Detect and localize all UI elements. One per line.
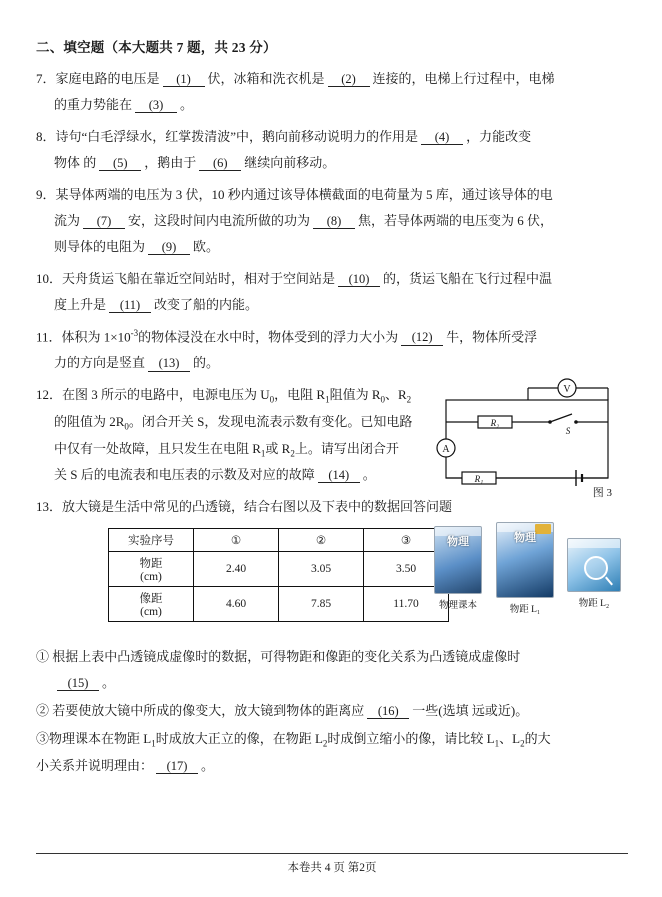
q9-text-e: 则导体的电阻为 [54,239,146,254]
q12-sub-0: 0 [269,394,275,405]
q10-blank-11: (11) [109,298,151,313]
question-10 [36,266,628,318]
q11-blank-13: (13) [148,356,190,371]
row-1-value-2: 11.70 [364,587,449,622]
q11-text-b: 的物体浸没在水中时，物体受到的浮力大小为 [138,329,399,345]
q12-sub-6: 2 [290,448,295,459]
subquestion-3 [36,726,628,779]
question-12 [36,382,628,500]
book-cover-3 [567,538,621,592]
q8-text-a: 诗句“白毛浮绿水，红掌拨清波”中，鹅向前移动说明力的作用是 [55,129,419,144]
table-header-cell-3: ③ [364,529,449,552]
book-caption-1: 物理课本 [438,601,477,612]
q7-number: 7． [36,71,56,86]
q12-blank-14: (14) [318,468,360,483]
q10-number: 10． [36,271,63,286]
q10-text-a: 天舟货运飞船在靠近空间站时，相对于空间站是 [62,271,336,286]
row-1-label [109,587,194,622]
q7-blank-2: (2) [328,72,370,87]
sub3-sub-2: 2 [322,738,328,749]
table-header-cell-2: ② [279,529,364,552]
q12-text-j: 关 S 后的电流表和电压表的示数及对应的故障 [54,467,315,483]
circuit-caption: 图 3 [592,487,612,500]
q9-text-a: 某导体两端的电压为 3 伏，10 秒内通过该导体横截面的电荷量为 5 库，通过该导体的电 [55,187,553,202]
q7-blank-3: (3) [135,98,177,113]
q12-text-i: 上。请写出闭合开 [294,440,399,456]
circuit-figure [432,378,628,500]
svg-text:A: A [442,444,450,456]
question-7 [36,66,628,118]
book-caption-2: 物距 L₁ [509,605,541,616]
footer-divider [36,853,628,854]
q7-text-a: 家庭电路的电压是 [55,71,160,86]
q7-text-c: 连接的，电梯上行过程中，电梯 [372,71,555,86]
q11-text-a: 体积为 1×10 [61,329,131,345]
sub3-text-c: 时成倒立缩小的像，请比较 L [327,731,495,747]
q12-sub-4: 0 [124,421,129,432]
sub3-text-e: 的大 [524,731,551,747]
q7-text-e: 。 [180,97,194,112]
page-footer [36,853,628,875]
sub1-text: 根据上表中凸透镜成虚像时的数据，可得物距和像距的变化关系为凸透镜成虚像时 [52,649,521,665]
row-0-value-0: 2.40 [194,552,279,587]
svg-text:R₂: R₂ [490,418,500,429]
svg-text:V: V [563,384,571,396]
table-header-cell-1: ① [194,529,279,552]
section-title: 二、填空题（本大题共 7 题，共 23 分） [36,40,277,55]
subquestion-2 [36,698,628,724]
q10-text-b: 的，货运飞船在飞行过程中温 [383,271,553,286]
table-header-row [109,529,449,552]
q8-blank-4: (4) [421,130,463,145]
question-13 [36,494,628,520]
q9-text-f: 欧。 [193,239,220,254]
row-1-value-1: 7.85 [279,587,364,622]
q12-text-k: 。 [362,467,376,483]
q11-number: 11． [36,329,62,345]
q8-text-c: 物体 的 [54,155,97,170]
sub2-blank-16: (16) [367,704,409,719]
sub2-text-a: 若要使放大镜中所成的像变大，放大镜到物体的距离应 [52,703,365,719]
q12-text-f: 。闭合开关 S，发现电流表示数有变化。已知电路 [128,413,413,429]
q9-blank-8: (8) [313,214,355,229]
footer-text: 本卷共 4 页 第2页 [287,862,377,874]
table-row [109,587,449,622]
q8-text-d: ，鹅由于 [144,155,197,170]
book-object-distance-l2 [567,538,621,609]
question-8 [36,124,628,176]
q11-blank-12: (12) [401,330,443,345]
experiment-table [108,528,449,622]
book-caption-3: 物距 L₂ [578,599,610,610]
sub3-marker: ③ [36,731,50,747]
q8-number: 8． [36,129,56,144]
sub2-text-b: 一些(选填 远或近)。 [412,703,529,719]
q12-text-h: 或 R [265,440,291,456]
sub3-sub-3: 1 [494,738,500,749]
sub3-text-a: 物理课本在物距 L [49,731,152,747]
q9-text-c: 安，这段时间内电流所做的功为 [128,213,311,228]
q7-text-d: 的重力势能在 [54,97,133,112]
q9-text-b: 流为 [54,213,81,228]
q9-blank-9: (9) [148,240,190,255]
book-object-distance-l1 [496,522,554,615]
q7-text-b: 伏，冰箱和洗衣机是 [207,71,325,86]
q10-blank-10: (10) [338,272,380,287]
row-1-label-main: 像距 [139,593,163,606]
sub3-text-g: 。 [201,757,215,773]
sub3-text-d: 、L [499,731,521,747]
book-title-2: 物理 [514,532,536,545]
q12-number: 12． [36,387,63,403]
book-cover-1 [434,526,482,594]
sub3-blank-17: (17) [156,759,198,774]
table-row [109,552,449,587]
subquestion-1 [36,644,628,696]
row-0-label [109,552,194,587]
svg-text:R₁: R₁ [474,474,484,485]
sub3-text-b: 时成放大正立的像，在物距 L [155,731,323,747]
sub3-sub-4: 2 [520,738,525,749]
q10-text-d: 改变了船的内能。 [154,297,259,312]
sub3-text-f: 小关系并说明理由： [36,757,154,773]
table-header-cell-0: 实验序号 [109,529,194,552]
book-title-1: 物理 [447,536,469,549]
q8-text-e: 继续向前移动。 [244,155,336,170]
q8-blank-6: (6) [199,156,241,171]
q12-sub-3: 2 [406,394,412,405]
q12-text-b: ，电阻 R [274,387,326,403]
sub1-marker: ① [36,649,50,665]
q12-text-c: 阻值为 R [329,387,381,403]
q13-number: 13． [36,499,63,515]
q9-blank-7: (7) [83,214,125,229]
q11-text-e: 的。 [193,355,220,371]
sub3-sub-1: 1 [151,738,156,749]
q8-blank-5: (5) [99,156,141,171]
row-0-value-2: 3.50 [364,552,449,587]
circuit-svg [432,378,628,496]
q11-exponent: -3 [130,328,139,338]
question-11 [36,324,628,376]
row-0-value-1: 3.05 [279,552,364,587]
q12-sub-1: 1 [325,394,330,405]
row-1-value-0: 4.60 [194,587,279,622]
q12-sub-5: 1 [260,448,266,459]
q8-text-b: ，力能改变 [466,129,532,144]
q13-text-a: 放大镜是生活中常见的凸透镜，结合右图以及下表中的数据回答问题 [62,499,453,515]
row-0-label-main: 物距 [139,558,163,571]
row-0-label-unit: (cm) [140,571,162,584]
book-physics-textbook [434,526,482,611]
q12-sub-2: 0 [380,394,385,405]
question-13-figure-block [36,526,628,644]
svg-text:S: S [565,426,571,437]
q11-text-c: 牛，物体所受浮 [446,329,538,345]
book-strip-3 [568,539,620,548]
q9-text-d: 焦，若导体两端的电压变为 6 伏， [358,213,554,228]
books-figure [434,522,626,634]
question-9 [36,182,628,260]
q11-text-d: 力的方向是竖直 [54,355,146,371]
row-1-label-unit: (cm) [140,606,162,619]
q7-blank-1: (1) [163,72,205,87]
magnifier-icon [584,556,608,580]
sub2-marker: ② [36,703,50,719]
q12-text-e: 的阻值为 2R [54,413,125,429]
q9-number: 9． [36,187,56,202]
q12-text-g: 中仅有一处故障，且只发生在电阻 R [54,440,261,456]
sub1-blank-15: (15) [57,676,99,691]
book-cover-2 [496,522,554,598]
q12-text-a: 在图 3 所示的电路中，电源电压为 U [62,387,270,403]
sub1-tail: 。 [102,675,116,691]
q10-text-c: 度上升是 [54,297,107,312]
q12-text-d: 、R [385,387,407,403]
